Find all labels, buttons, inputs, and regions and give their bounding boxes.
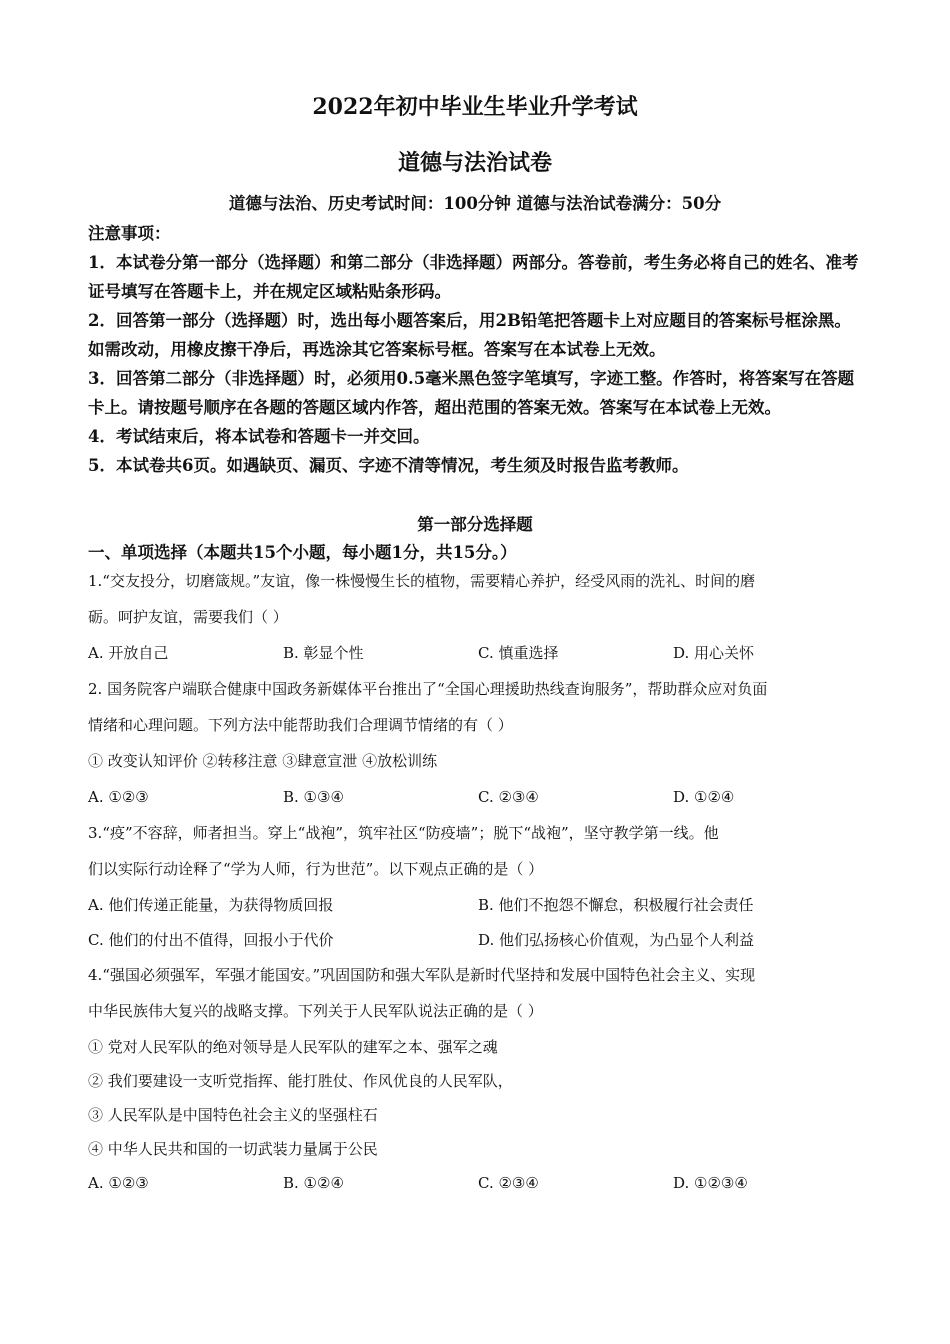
part-heading: 一、单项选择（本题共15个小题，每小题1分，共15分。） bbox=[88, 543, 517, 562]
note-item: 1．本试卷分第一部分（选择题）和第二部分（非选择题）两部分。答卷前，考生务必将自己的姓名、准考证号填写在答题卡上，并在规定区域粘贴条形码。 bbox=[88, 253, 859, 301]
question-statement: ① 党对人民军队的绝对领导是人民军队的建军之本、强军之魂 bbox=[88, 1038, 498, 1056]
option-row bbox=[88, 1168, 868, 1204]
question-stem: 情绪和心理问题。下列方法中能帮助我们合理调节情绪的有（ ） bbox=[88, 716, 513, 734]
question-stem: 中华民族伟大复兴的战略支撑。下列关于人民军队说法正确的是（ ） bbox=[88, 1002, 543, 1020]
option-d: D. 他们弘扬核心价值观，为凸显个人利益 bbox=[478, 931, 755, 949]
option-b: B. 彰显个性 bbox=[283, 644, 364, 662]
option-row bbox=[88, 782, 868, 818]
question-stem: 砺。呵护友谊，需要我们（ ） bbox=[88, 608, 288, 626]
note-item: 4．考试结束后，将本试卷和答题卡一并交回。 bbox=[88, 427, 430, 446]
question-stem: 们以实际行动诠释了“学为人师，行为世范”。以下观点正确的是（ ） bbox=[88, 860, 544, 878]
notes-section bbox=[88, 219, 864, 480]
option-a: A. ①②③ bbox=[88, 788, 149, 806]
question-2 bbox=[88, 674, 868, 818]
note-item: 2．回答第一部分（选择题）时，选出每小题答案后，用2B铅笔把答题卡上对应题目的答案标号框涂黑。如需改动，用橡皮擦干净后，再选涂其它答案标号框。答案写在本试卷上无效。 bbox=[88, 311, 851, 359]
option-d: D. 用心关怀 bbox=[673, 644, 755, 662]
option-d: D. ①②④ bbox=[673, 788, 735, 806]
question-statement: ④ 中华人民共和国的一切武装力量属于公民 bbox=[88, 1140, 378, 1158]
option-a: A. 开放自己 bbox=[88, 644, 169, 662]
question-1 bbox=[88, 566, 868, 674]
option-c: C. ②③④ bbox=[478, 788, 539, 806]
question-4 bbox=[88, 960, 868, 1204]
option-c: C. 他们的付出不值得，回报小于代价 bbox=[88, 931, 334, 949]
notes-heading: 注意事项： bbox=[88, 224, 171, 243]
question-3 bbox=[88, 818, 868, 960]
question-stem: 1.“交友投分，切磨箴规。”友谊，像一株慢慢生长的植物，需要精心养护，经受风雨的洗礼、时间的磨 bbox=[88, 572, 756, 590]
section-title: 第一部分选择题 bbox=[417, 515, 533, 534]
question-statement: ③ 人民军队是中国特色社会主义的坚强柱石 bbox=[88, 1106, 378, 1124]
question-statement: ② 我们要建设一支听党指挥、能打胜仗、作风优良的人民军队， bbox=[88, 1072, 513, 1090]
option-row bbox=[88, 890, 868, 925]
option-a: A. 他们传递正能量，为获得物质回报 bbox=[88, 896, 334, 914]
option-b: B. 他们不抱怨不懈怠，积极履行社会责任 bbox=[478, 896, 754, 914]
question-stem: 2. 国务院客户端联合健康中国政务新媒体平台推出了“全国心理援助热线查询服务”，帮助群众应对负面 bbox=[88, 680, 768, 698]
exam-subtitle: 道德与法治试卷 bbox=[397, 150, 552, 176]
questions bbox=[88, 566, 868, 1204]
note-item: 5．本试卷共6页。如遇缺页、漏页、字迹不清等情况，考生须及时报告监考教师。 bbox=[88, 456, 689, 475]
option-a: A. ①②③ bbox=[88, 1174, 149, 1192]
question-stem: 4.“强国必须强军，军强才能国安。”巩固国防和强大军队是新时代坚持和发展中国特色社会主义、实现 bbox=[88, 966, 756, 984]
exam-title: 2022年初中毕业生毕业升学考试 bbox=[312, 94, 638, 120]
question-statements: ① 改变认知评价 ②转移注意 ③肆意宣泄 ④放松训练 bbox=[88, 752, 438, 770]
note-item: 3．回答第二部分（非选择题）时，必须用0.5毫米黑色签字笔填写，字迹工整。作答时，将答案写在答题卡上。请按题号顺序在各题的答题区域内作答，超出范围的答案无效。答案写在本试卷上无效。 bbox=[88, 369, 855, 417]
option-d: D. ①②③④ bbox=[673, 1174, 748, 1192]
option-row bbox=[88, 638, 868, 674]
option-c: C. ②③④ bbox=[478, 1174, 539, 1192]
option-c: C. 慎重选择 bbox=[478, 644, 559, 662]
option-b: B. ①②④ bbox=[283, 1174, 344, 1192]
exam-info: 道德与法治、历史考试时间：100分钟 道德与法治试卷满分：50分 bbox=[228, 194, 722, 213]
option-b: B. ①③④ bbox=[283, 788, 344, 806]
option-row bbox=[88, 925, 868, 960]
question-stem: 3.“疫”不容辞，师者担当。穿上“战袍”，筑牢社区“防疫墙”；脱下“战袍”，坚守教学第一线。他 bbox=[88, 824, 719, 842]
